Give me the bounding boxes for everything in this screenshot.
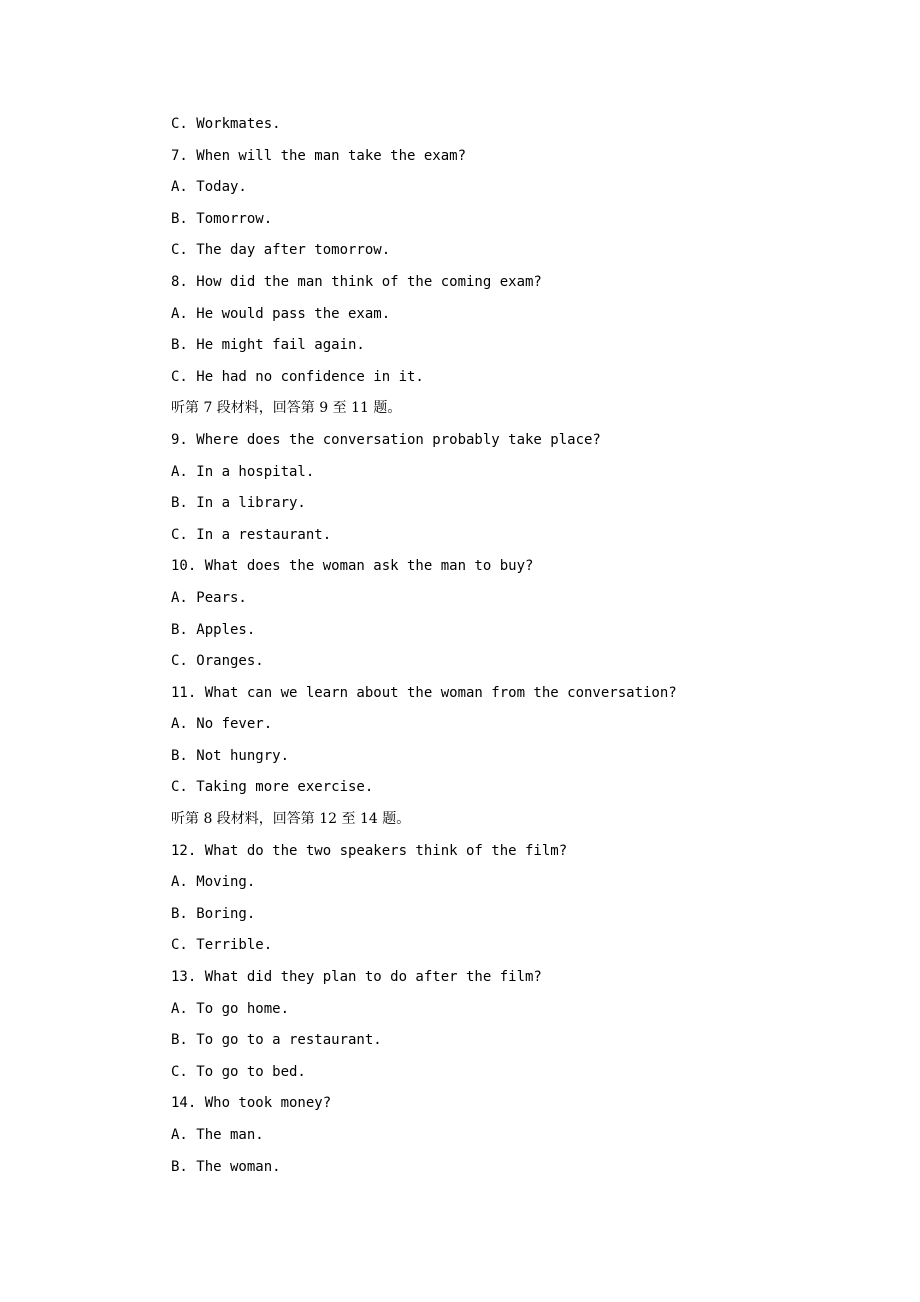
- question-line: 13. What did they plan to do after the film?: [171, 969, 542, 986]
- document-page: [171, 109, 871, 1183]
- option-line: C. In a restaurant.: [171, 526, 332, 543]
- option-line: B. Not hungry.: [171, 747, 290, 764]
- option-line: A. To go home.: [171, 1000, 290, 1017]
- option-line: A. Pears.: [171, 589, 247, 606]
- question-line: 14. Who took money?: [171, 1095, 332, 1112]
- option-line: A. He would pass the exam.: [171, 305, 391, 322]
- section-instruction: 听第 7 段材料，回答第 9 至 11 题。: [171, 400, 402, 417]
- option-line: C. He had no confidence in it.: [171, 368, 424, 385]
- question-line: 7. When will the man take the exam?: [171, 147, 467, 164]
- option-line: B. To go to a restaurant.: [171, 1032, 382, 1049]
- option-line: B. Apples.: [171, 621, 256, 638]
- question-line: 8. How did the man think of the coming exam?: [171, 273, 542, 290]
- option-line: B. He might fail again.: [171, 337, 365, 354]
- option-line: B. The woman.: [171, 1158, 281, 1175]
- option-line: A. No fever.: [171, 716, 273, 733]
- question-line: 12. What do the two speakers think of the film?: [171, 842, 568, 859]
- option-line: B. In a library.: [171, 495, 306, 512]
- option-line: B. Tomorrow.: [171, 210, 273, 227]
- option-line: C. Taking more exercise.: [171, 779, 374, 796]
- option-line: B. Boring.: [171, 905, 256, 922]
- option-line: C. Oranges.: [171, 653, 264, 670]
- option-line: C. Workmates.: [171, 116, 281, 132]
- option-line: C. To go to bed.: [171, 1063, 306, 1080]
- option-line: A. Moving.: [171, 874, 256, 891]
- option-line: C. Terrible.: [171, 937, 273, 954]
- option-line: C. The day after tomorrow.: [171, 242, 391, 259]
- question-line: 9. Where does the conversation probably take place?: [171, 431, 601, 448]
- option-line: A. Today.: [171, 179, 247, 196]
- section-instruction: 听第 8 段材料，回答第 12 至 14 题。: [171, 811, 411, 828]
- option-line: A. The man.: [171, 1127, 264, 1143]
- option-line: A. In a hospital.: [171, 463, 315, 480]
- question-line: 11. What can we learn about the woman from the conversation?: [171, 684, 677, 701]
- question-line: 10. What does the woman ask the man to buy?: [171, 558, 534, 575]
